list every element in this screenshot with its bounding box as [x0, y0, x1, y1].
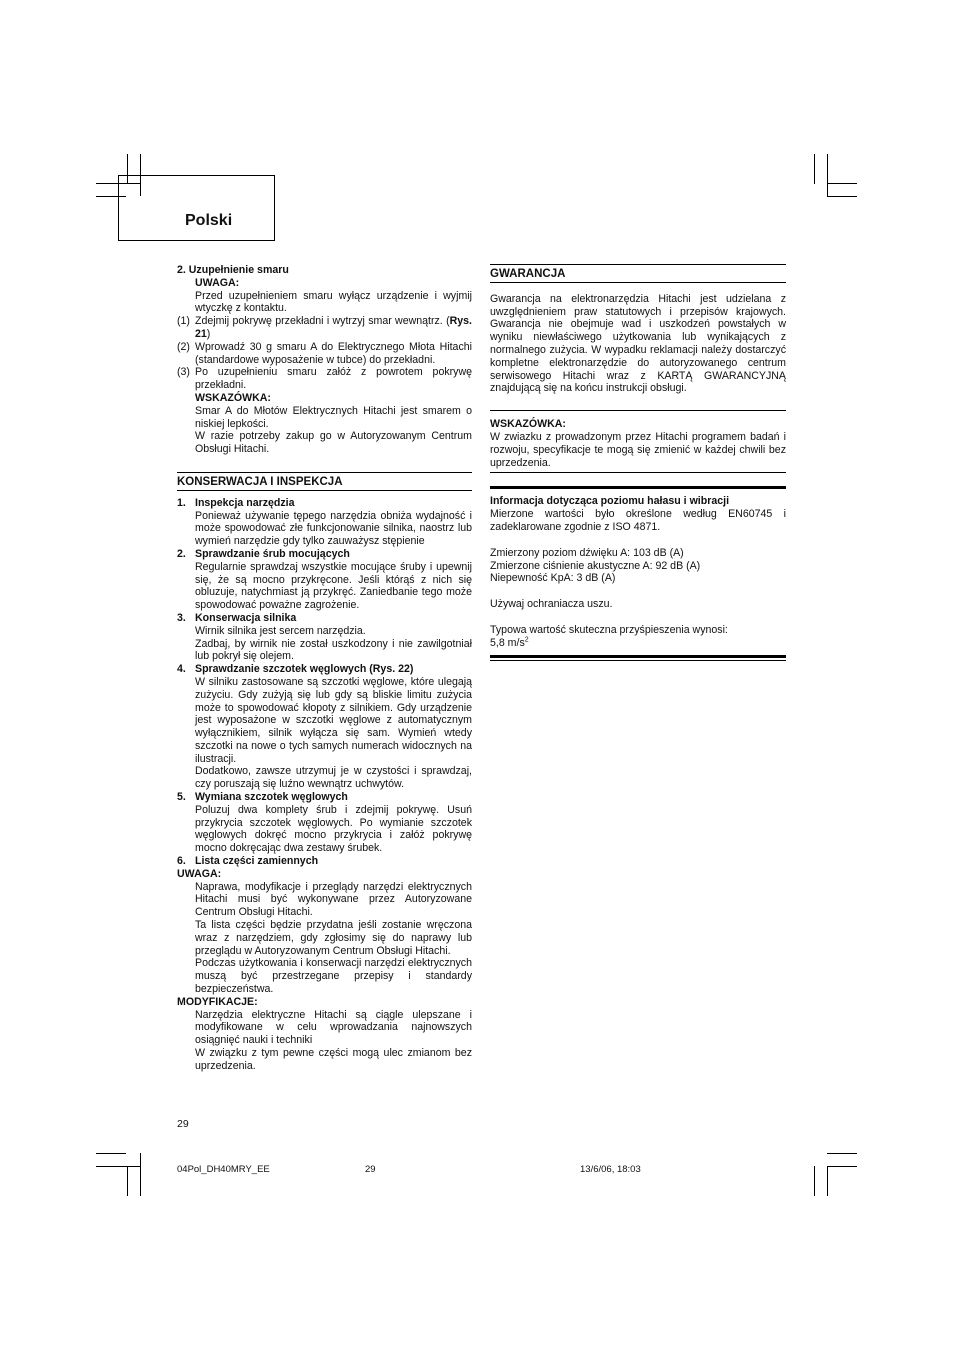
item-number: 2.	[177, 547, 186, 560]
vibration-label: Typowa wartość skuteczna przyśpieszenia wynosi:	[490, 623, 728, 636]
maintenance-item	[177, 791, 472, 804]
maintenance-item	[177, 548, 472, 561]
noise-line: Zmierzone ciśnienie akustyczne A: 92 dB (A)	[490, 559, 701, 572]
footer-page: 29	[365, 1164, 376, 1175]
hint-label: WSKAZÓWKA:	[490, 418, 566, 431]
item-number: 3.	[177, 611, 186, 624]
divider	[490, 660, 786, 661]
uwaga-label: UWAGA:	[177, 867, 222, 880]
step-text: Zdejmij pokrywę przekładni i wytrzyj smar wewnątrz. (Rys. 21)	[195, 315, 472, 340]
crop-mark	[814, 1166, 815, 1196]
language-box	[118, 175, 275, 241]
grease-step	[177, 341, 472, 367]
divider-thick	[490, 486, 786, 489]
noise-line: Niepewność KpA: 3 dB (A)	[490, 572, 616, 585]
crop-mark	[827, 154, 828, 196]
noise-line: Zmierzony poziom dźwięku A: 103 dB (A)	[490, 546, 684, 559]
item-text: W silniku zastosowane są szczotki węglowe, które ulegają zużyciu. Gdy zużyją się lub gdy są bliskie limitu zużycia może to spowodować kłopoty z silnikiem. Gdy urządzenie jest wyposażone w szczotki węglowe z automatycznym wyłącznikiem, silnik wyłącza się sam. Wymień wtedy szczotki na nowe o tych samych numerach widocznych na ilustracji.	[195, 675, 472, 765]
noise-title: Informacja dotycząca poziomu hałasu i wibracji	[490, 495, 730, 508]
crop-mark	[827, 1153, 857, 1154]
item-text: Poluzuj dwa komplety śrub i zdejmij pokrywę. Usuń przykrycia szczotek węglowych. Po wymianie szczotek węglowych dokręć mocno przykrycia i załóż pokrywę mocno dokręcając dwa zestawy śrubek.	[195, 803, 472, 855]
crop-mark	[827, 183, 857, 184]
modifications-label: MODYFIKACJE:	[177, 995, 258, 1008]
uwaga-text: Ta lista części będzie przydatna jeśli zostanie wręczona wraz z narzędziem, gdy zgłosimy się do naprawy lub przeglądu w Autoryzowanym Centrum Obsługi Hitachi.	[195, 919, 472, 957]
crop-mark	[814, 154, 815, 184]
step-number: (2)	[177, 340, 190, 353]
grease-step	[177, 366, 472, 392]
noise-intro: Mierzone wartości było określone według EN60745 i zadeklarowane zgodnie z ISO 4871.	[490, 508, 786, 533]
page-number: 29	[177, 1118, 189, 1130]
warranty-title: GWARANCJA	[490, 264, 786, 283]
step-text-main: Zdejmij pokrywę przekładni i wytrzyj smar wewnątrz.	[195, 315, 443, 328]
maintenance-item	[177, 663, 472, 676]
crop-mark	[140, 1153, 141, 1196]
grease-title: 2. Uzupełnienie smaru	[177, 264, 289, 276]
crop-mark	[827, 1166, 857, 1167]
grease-hint-label: WSKAZÓWKA:	[195, 391, 271, 404]
modifications-text: Narzędzia elektryczne Hitachi są ciągle ulepszane i modyfikowane w celu wprowadzania najnowszych osiągnięć nauki i techniki	[195, 1008, 472, 1047]
uwaga-text: Podczas użytkowania i konserwacji narzędzi elektrycznych muszą być przestrzegane przepisy i standardy bezpieczeństwa.	[195, 957, 472, 996]
divider-thick	[490, 655, 786, 658]
vibration-value-row	[490, 637, 786, 650]
crop-mark	[127, 1166, 128, 1196]
modifications-text: W związku z tym pewne części mogą ulec zmianom bez uprzedzenia.	[195, 1047, 472, 1072]
item-number: 4.	[177, 663, 186, 676]
divider	[490, 410, 786, 411]
maintenance-item	[177, 497, 472, 510]
step-number: (3)	[177, 366, 190, 379]
maintenance-title: KONSERWACJA I INSPEKCJA	[177, 472, 472, 491]
item-title: Inspekcja narzędzia	[195, 496, 295, 509]
step-number: (1)	[177, 315, 190, 328]
item-text: Ponieważ używanie tępego narzędzia obniża wydajność i może spowodować złe funkcjonowanie silnika, naostrz lub wymień narzędzie gdy tylko zauważysz stępienie	[195, 509, 472, 548]
step-text: Wprowadź 30 g smaru A do Elektrycznego Młota Hitachi (standardowe wyposażenie w tubce) do przekładni.	[195, 340, 472, 366]
crop-mark	[827, 1166, 828, 1196]
figure-ref: Rys. 21	[195, 315, 472, 340]
item-title: Konserwacja silnika	[195, 611, 297, 624]
item-title: Wymiana szczotek węglowych	[195, 791, 348, 804]
item-title: Sprawdzanie szczotek węglowych (Rys. 22)	[195, 663, 414, 676]
grease-hint-text: Smar A do Młotów Elektrycznych Hitachi jest smarem o niskiej lepkości.	[195, 404, 472, 430]
maintenance-item	[177, 612, 472, 625]
crop-mark	[827, 196, 857, 197]
footer-date: 13/6/06, 18:03	[580, 1164, 641, 1175]
right-column	[490, 264, 786, 661]
item-title: Sprawdzanie śrub mocujących	[195, 547, 350, 560]
item-number: 1.	[177, 496, 186, 509]
footer-file: 04Pol_DH40MRY_EE	[177, 1164, 270, 1175]
vibration-exponent: 2	[524, 636, 529, 644]
warranty-text: Gwarancja na elektronarzędzia Hitachi jest udzielana z uwzględnieniem praw statutowych i przepisów krajowych. Gwarancja nie obejmuje wad i uszkodzeń powstałych w wyniku niewłaściwego użytkowania lub wynikających z normalnego zużycia. W wypadku reklamacji należy dostarczyć kompletne elektronarzędzie do autoryzowanego centrum serwisowego Hitachi wraz z KARTĄ GWARANCYJNĄ znajdującą się na końcu instrukcji obsługi.	[490, 292, 786, 395]
grease-note-text: Przed uzupełnieniem smaru wyłącz urządzenie i wyjmij wtyczkę z kontaktu.	[195, 289, 472, 315]
grease-hint-text: W razie potrzeby zakup go w Autoryzowanym Centrum Obsługi Hitachi.	[195, 430, 472, 456]
grease-note-label: UWAGA:	[195, 276, 240, 289]
vibration-value: 5,8 m/s	[490, 636, 525, 649]
ear-protection-text: Używaj ochraniacza uszu.	[490, 598, 613, 611]
crop-mark	[96, 1166, 140, 1167]
item-number: 6.	[177, 855, 186, 868]
item-number: 5.	[177, 791, 186, 804]
language-title: Polski	[185, 212, 233, 229]
item-text: Regularnie sprawdzaj wszystkie mocujące śruby i upewnij się, że są mocno przykręcone. Jeśli którąś z nich się obluzuje, natychmiast ją przykręć. Zaniedbanie tego może spowodować poważne zagrożenie.	[195, 560, 472, 612]
uwaga-text: Naprawa, modyfikacje i przeglądy narzędzi elektrycznych Hitachi musi być wykonywane przez Autoryzowane Centrum Obsługi Hitachi.	[195, 880, 472, 919]
item-text: Dodatkowo, zawsze utrzymuj je w czystości i sprawdzaj, czy poruszają się luźno wewnątrz uchwytów.	[195, 765, 472, 791]
maintenance-item	[177, 855, 472, 868]
step-text: Po uzupełnieniu smaru załóż z powrotem pokrywę przekładni.	[195, 366, 472, 392]
item-title: Lista części zamiennych	[195, 855, 319, 868]
item-text: Zadbaj, by wirnik nie został uszkodzony i nie zawilgotniał lub pokrył się olejem.	[195, 637, 472, 663]
crop-mark	[96, 1153, 126, 1154]
hint-text: W zwiazku z prowadzonym przez Hitachi programem badań i rozwoju, specyfikacje te mogą się zmienić w każdej chwili bez uprzedzenia.	[490, 430, 786, 469]
divider	[490, 472, 786, 473]
left-column	[177, 264, 472, 1073]
grease-step	[177, 315, 472, 341]
item-text: Wirnik silnika jest sercem narzędzia.	[195, 624, 366, 637]
